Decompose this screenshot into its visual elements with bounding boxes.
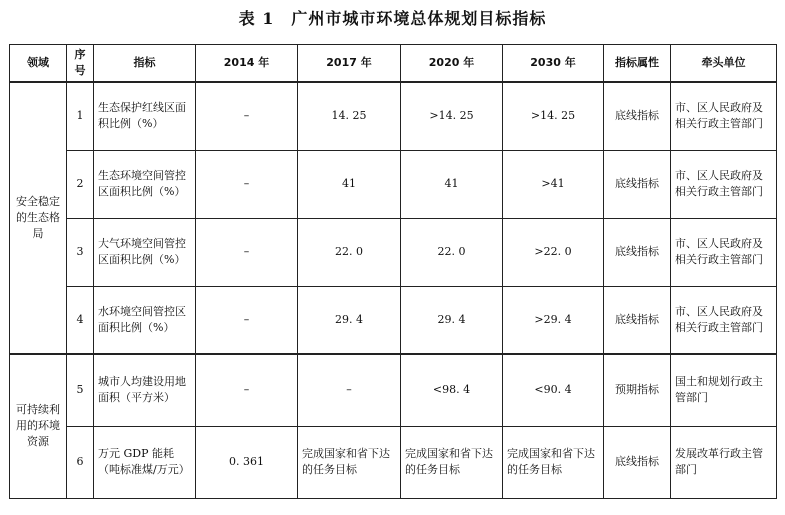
value-2030-cell: <90. 4 xyxy=(503,354,604,426)
seq-cell: 1 xyxy=(67,82,94,150)
value-2020-cell: 完成国家和省下达的任务目标 xyxy=(401,426,503,498)
attr-cell: 底线指标 xyxy=(604,286,671,354)
table-row xyxy=(10,426,777,498)
header-row xyxy=(10,45,777,83)
domain-cell: 安全稳定的生态格局 xyxy=(10,82,67,354)
value-2020-cell: 22. 0 xyxy=(401,218,503,286)
header-2030: 2030 年 xyxy=(503,45,604,83)
domain-cell: 可持续利用的环境资源 xyxy=(10,354,67,498)
attr-cell: 预期指标 xyxy=(604,354,671,426)
value-2017-cell: 14. 25 xyxy=(298,82,401,150)
value-2014-cell: – xyxy=(196,286,298,354)
indicator-cell: 城市人均建设用地面积（平方米） xyxy=(94,354,196,426)
table-row xyxy=(10,218,777,286)
attr-cell: 底线指标 xyxy=(604,426,671,498)
value-2030-cell: 完成国家和省下达的任务目标 xyxy=(503,426,604,498)
attr-cell: 底线指标 xyxy=(604,82,671,150)
value-2020-cell: 41 xyxy=(401,150,503,218)
attr-cell: 底线指标 xyxy=(604,150,671,218)
value-2017-cell: 完成国家和省下达的任务目标 xyxy=(298,426,401,498)
value-2030-cell: >29. 4 xyxy=(503,286,604,354)
indicator-cell: 生态保护红线区面积比例（%） xyxy=(94,82,196,150)
header-indicator: 指标 xyxy=(94,45,196,83)
unit-cell: 发展改革行政主管部门 xyxy=(671,426,777,498)
table-row xyxy=(10,82,777,150)
value-2020-cell: <98. 4 xyxy=(401,354,503,426)
table-row xyxy=(10,286,777,354)
value-2017-cell: 41 xyxy=(298,150,401,218)
unit-cell: 市、区人民政府及相关行政主管部门 xyxy=(671,150,777,218)
value-2017-cell: – xyxy=(298,354,401,426)
seq-cell: 2 xyxy=(67,150,94,218)
table-row xyxy=(10,150,777,218)
header-2020: 2020 年 xyxy=(401,45,503,83)
header-2017: 2017 年 xyxy=(298,45,401,83)
indicator-cell: 生态环境空间管控区面积比例（%） xyxy=(94,150,196,218)
value-2014-cell: – xyxy=(196,354,298,426)
unit-cell: 市、区人民政府及相关行政主管部门 xyxy=(671,286,777,354)
targets-table xyxy=(9,44,777,499)
indicator-cell: 水环境空间管控区面积比例（%） xyxy=(94,286,196,354)
header-domain: 领域 xyxy=(10,45,67,83)
header-2014: 2014 年 xyxy=(196,45,298,83)
header-seq: 序号 xyxy=(67,45,94,83)
value-2030-cell: >22. 0 xyxy=(503,218,604,286)
indicator-cell: 大气环境空间管控区面积比例（%） xyxy=(94,218,196,286)
seq-cell: 6 xyxy=(67,426,94,498)
value-2014-cell: – xyxy=(196,150,298,218)
unit-cell: 市、区人民政府及相关行政主管部门 xyxy=(671,218,777,286)
value-2014-cell: 0. 361 xyxy=(196,426,298,498)
unit-cell: 市、区人民政府及相关行政主管部门 xyxy=(671,82,777,150)
table-title: 表 1 广州市城市环境总体规划目标指标 xyxy=(238,9,547,28)
value-2017-cell: 29. 4 xyxy=(298,286,401,354)
value-2020-cell: 29. 4 xyxy=(401,286,503,354)
unit-cell: 国土和规划行政主管部门 xyxy=(671,354,777,426)
value-2030-cell: >14. 25 xyxy=(503,82,604,150)
table-row xyxy=(10,354,777,426)
header-attr: 指标属性 xyxy=(604,45,671,83)
seq-cell: 4 xyxy=(67,286,94,354)
value-2014-cell: – xyxy=(196,82,298,150)
value-2014-cell: – xyxy=(196,218,298,286)
value-2030-cell: >41 xyxy=(503,150,604,218)
seq-cell: 5 xyxy=(67,354,94,426)
seq-cell: 3 xyxy=(67,218,94,286)
value-2017-cell: 22. 0 xyxy=(298,218,401,286)
header-unit: 牵头单位 xyxy=(671,45,777,83)
indicator-cell: 万元 GDP 能耗（吨标准煤/万元） xyxy=(94,426,196,498)
value-2020-cell: >14. 25 xyxy=(401,82,503,150)
attr-cell: 底线指标 xyxy=(604,218,671,286)
